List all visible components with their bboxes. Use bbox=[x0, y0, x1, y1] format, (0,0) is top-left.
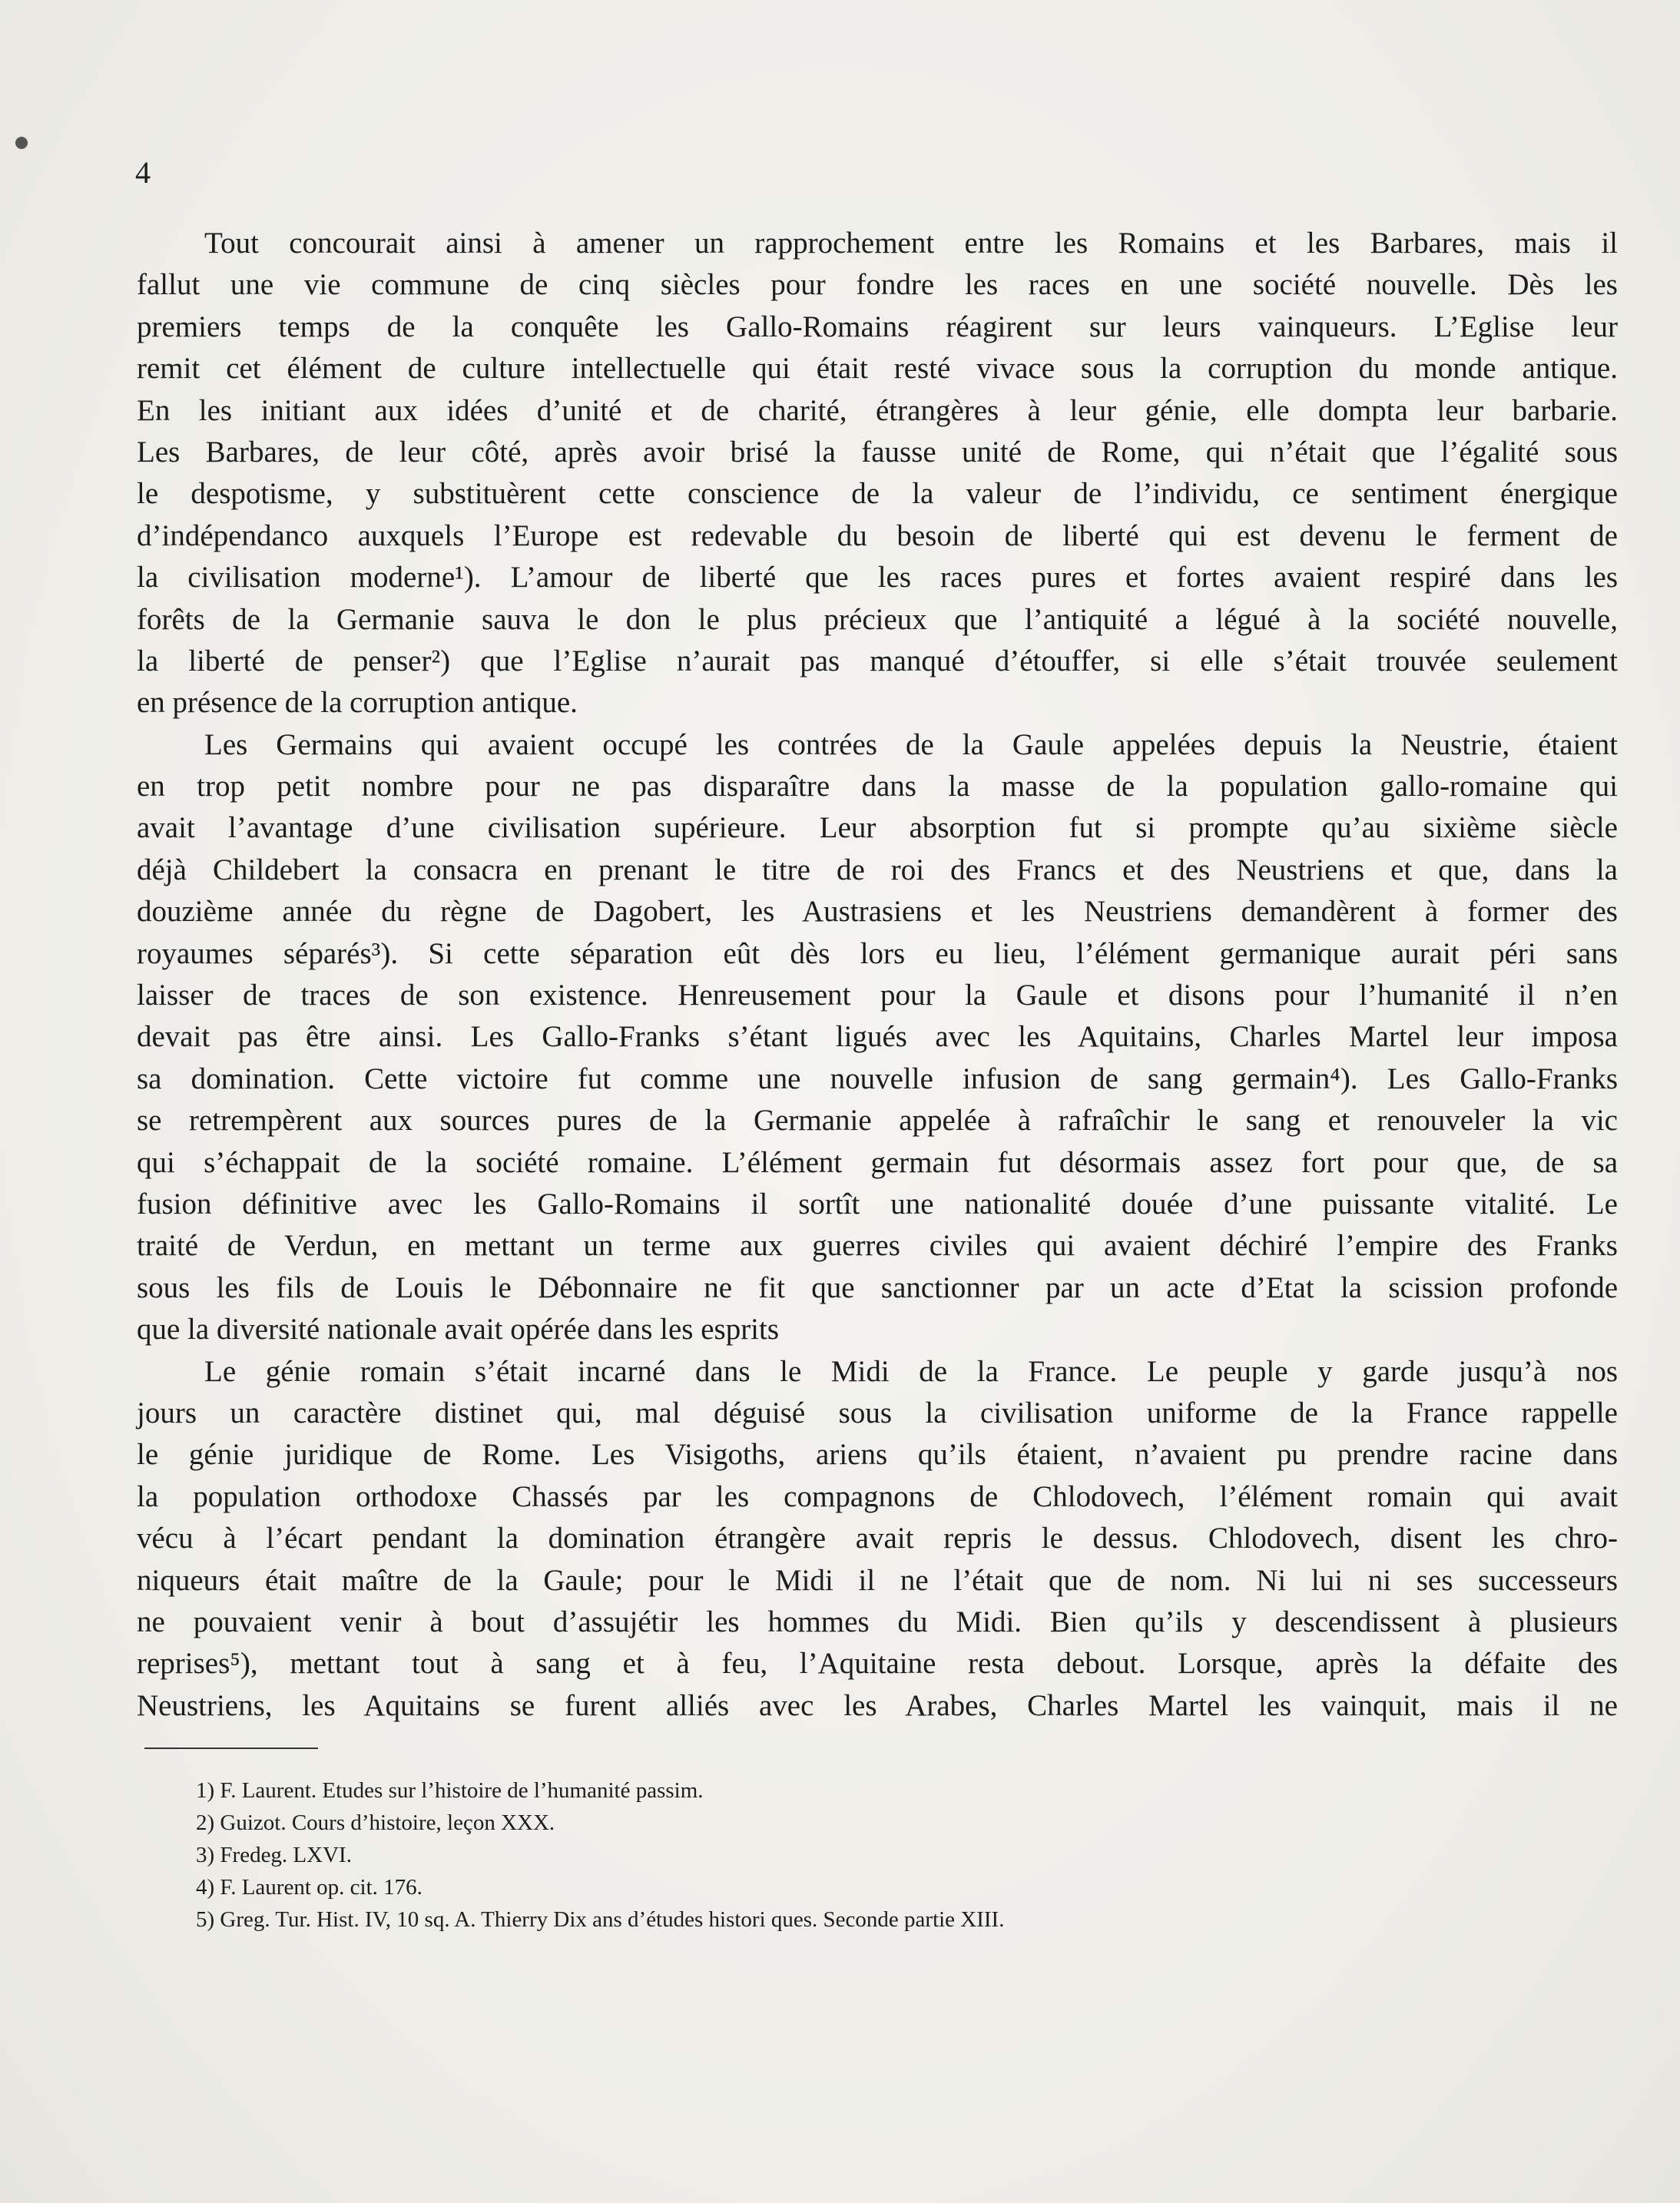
text-line: sa domination. Cette victoire fut comme une nouvelle infusion de sang germain⁴). Les Gallo-Franks bbox=[137, 1062, 1618, 1095]
text-line: royaumes séparés³). Si cette séparation eût dès lors eu lieu, l’élément germanique aurait péri sans bbox=[137, 936, 1618, 970]
text-line: vécu à l’écart pendant la domination étrangère avait repris le dessus. Chlodovech, disent les chro- bbox=[137, 1522, 1618, 1555]
text-line: sous les fils de Louis le Débonnaire ne fit que sanctionner par un acte d’Etat la scission profonde bbox=[137, 1270, 1618, 1304]
footnote: 4) F. Laurent op. cit. 176. bbox=[196, 1875, 422, 1900]
text-line: en présence de la corruption antique. bbox=[137, 686, 578, 720]
text-line: d’indépendanco auxquels l’Europe est redevable du besoin de liberté qui est devenu le ferment de bbox=[137, 518, 1618, 552]
text-line: déjà Childebert la consacra en prenant le titre de roi des Francs et des Neustriens et que, dans la bbox=[137, 853, 1618, 886]
footnote-separator bbox=[144, 1747, 318, 1749]
text-line: niqueurs était maître de la Gaule; pour le Midi il ne l’était que de nom. Ni lui ni ses successeurs bbox=[137, 1563, 1618, 1597]
text-line: le despotisme, y substituèrent cette conscience de la valeur de l’individu, ce sentiment énergique bbox=[137, 477, 1618, 511]
text-line: la population orthodoxe Chassés par les compagnons de Chlodovech, l’élément romain qui avait bbox=[137, 1479, 1618, 1513]
text-line: devait pas être ainsi. Les Gallo-Franks s’étant ligués avec les Aquitains, Charles Martel leur imposa bbox=[137, 1020, 1618, 1054]
text-line: En les initiant aux idées d’unité et de charité, étrangères à leur génie, elle dompta leur barbarie. bbox=[137, 393, 1618, 427]
text-line: premiers temps de la conquête les Gallo-Romains réagirent sur leurs vainqueurs. L’Eglise leur bbox=[137, 310, 1618, 343]
footnote: 3) Fredeg. LXVI. bbox=[196, 1843, 352, 1867]
text-line: la liberté de penser²) que l’Eglise n’aurait pas manqué d’étouffer, si elle s’était trouvée seulement bbox=[137, 644, 1618, 677]
text-line: se retrempèrent aux sources pures de la Germanie appelée à rafraîchir le sang et renouveler la vic bbox=[137, 1104, 1618, 1138]
text-line: reprises⁵), mettant tout à sang et à feu, l’Aquitaine resta debout. Lorsque, après la défaite des bbox=[137, 1647, 1618, 1681]
text-line: traité de Verdun, en mettant un terme aux guerres civiles qui avaient déchiré l’empire des Franks bbox=[137, 1229, 1618, 1263]
text-line: Le génie romain s’était incarné dans le Midi de la France. Le peuple y garde jusqu’à nos bbox=[204, 1354, 1618, 1388]
text-line: avait l’avantage d’une civilisation supérieure. Leur absorption fut si prompte qu’au sixième siècle bbox=[137, 811, 1618, 845]
page-number: 4 bbox=[135, 155, 151, 190]
text-line: ne pouvaient venir à bout d’assujétir les hommes du Midi. Bien qu’ils y descendissent à plusieurs bbox=[137, 1605, 1618, 1638]
text-line: Les Germains qui avaient occupé les contrées de la Gaule appelées depuis la Neustrie, étaient bbox=[204, 727, 1618, 761]
text-line: le génie juridique de Rome. Les Visigoths, ariens qu’ils étaient, n’avaient pu prendre racine dans bbox=[137, 1438, 1618, 1472]
ink-speck bbox=[15, 137, 28, 149]
body-text bbox=[137, 223, 1618, 1727]
text-line: en trop petit nombre pour ne pas disparaître dans la masse de la population gallo-romaine qui bbox=[137, 770, 1618, 803]
text-line: laisser de traces de son existence. Henreusement pour la Gaule et disons pour l’humanité il n’en bbox=[137, 979, 1618, 1012]
text-line: Les Barbares, de leur côté, après avoir brisé la fausse unité de Rome, qui n’était que l’égalité sous bbox=[137, 435, 1618, 469]
text-line: douzième année du règne de Dagobert, les Austrasiens et les Neustriens demandèrent à former des bbox=[137, 895, 1618, 929]
text-line: qui s’échappait de la société romaine. L’élément germain fut désormais assez fort pour que, de sa bbox=[137, 1145, 1618, 1179]
text-line: fusion définitive avec les Gallo-Romains il sortît une nationalité douée d’une puissante vitalité. Le bbox=[137, 1187, 1618, 1221]
paragraph bbox=[137, 724, 1618, 1351]
text-line: que la diversité nationale avait opérée dans les esprits bbox=[137, 1313, 780, 1347]
text-line: forêts de la Germanie sauva le don le plus précieux que l’antiquité a légué à la société nouvelle, bbox=[137, 602, 1618, 636]
text-line: fallut une vie commune de cinq siècles pour fondre les races en une société nouvelle. Dès les bbox=[137, 268, 1618, 302]
footnote: 2) Guizot. Cours d’histoire, leçon XXX. bbox=[196, 1810, 555, 1835]
text-line: jours un caractère distinet qui, mal déguisé sous la civilisation uniforme de la France rappelle bbox=[137, 1396, 1618, 1429]
text-line: la civilisation moderne¹). L’amour de liberté que les races pures et fortes avaient respiré dans les bbox=[137, 561, 1618, 595]
footnote: 1) F. Laurent. Etudes sur l’histoire de l’humanité passim. bbox=[196, 1778, 704, 1803]
text-line: remit cet élément de culture intellectuelle qui était resté vivace sous la corruption du monde antique. bbox=[137, 352, 1618, 386]
text-line: Tout concourait ainsi à amener un rapprochement entre les Romains et les Barbares, mais il bbox=[204, 227, 1618, 260]
text-line: Neustriens, les Aquitains se furent alliés avec les Arabes, Charles Martel les vainquit, mais il ne bbox=[137, 1688, 1618, 1722]
footnotes bbox=[196, 1774, 1425, 1936]
paragraph bbox=[137, 1351, 1618, 1728]
footnote: 5) Greg. Tur. Hist. IV, 10 sq. A. Thierry Dix ans d’études histori ques. Seconde partie XIII. bbox=[196, 1907, 1005, 1932]
paragraph bbox=[137, 223, 1618, 724]
